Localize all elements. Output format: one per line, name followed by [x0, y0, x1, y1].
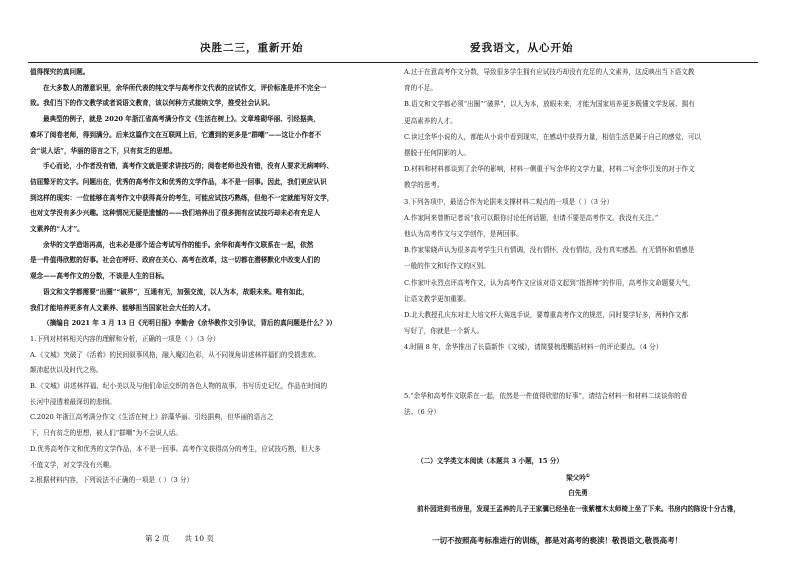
- text-line-right: 育的不足。: [404, 84, 437, 93]
- footer-slogan: 一切不按照高考标准进行的训练，都是对高考的亵渎！敬畏语文,敬畏高考！: [432, 536, 683, 545]
- text-line-left: 不值文学，对文学没有兴趣。: [30, 460, 116, 469]
- text-line-left: 余华的文学造诣再高，也未必是那个适合考试写作的能手。余华和高考作文联系在一起，依然: [43, 240, 314, 249]
- text-line-right: D.材料和材料都谈到了余华的影响，材料一侧重于写余华的文学力量，材料二写余华引发的对于作文: [404, 165, 695, 174]
- text-line-right: 5.“余华和高考作文联系在一起，依然是一件值得欣慰的好事”，请结合材料一和材料二谈谈你的看: [404, 392, 688, 400]
- text-line-left: 手心而论，小作者没有错，高考作文就是要求讲技巧的；阅卷老师也没有错，没有人要求无病呻吟、: [43, 162, 334, 171]
- text-line-left: B.《文城》讲述林祥福、纪小美以及与他们命运交织的各色人物的故事，书写历史记忆，作品在时间的: [30, 382, 328, 390]
- text-line-right: 摆脱于任何阴影的人。: [404, 149, 470, 157]
- footnote-marker: ①: [585, 474, 590, 479]
- text-line-right: B.作家梁晓声认为很多高考学生只有情调，没有情怀，没有情结，没有真实感悉。有无情怀和情感是: [404, 246, 695, 255]
- text-line-right: 法。（6 分）: [404, 408, 440, 417]
- text-line-right: C.作家叶永烈点评高考作文，认为高考作文应该对语文起到“指挥棒”的作用，高考作文命题要大气，: [404, 278, 695, 287]
- text-line-right: A.作家阿来曾断记者说“我可以跟你讨论任何话题，但请不要是高考作文。我没有关注。”: [404, 213, 659, 222]
- text-line-left: 语文和文学都需要“出圈”“破界”，互通有无，加强交流，以人为本，故眼未来。唯有如此，: [43, 287, 309, 296]
- text-line-left: 是一件值得欣慰的好事。社会在呼吁、政府在关心、高考在改革，这一切都在潜移默化中改变人们的: [30, 256, 321, 265]
- text-line-right: 梁父吟①: [566, 474, 590, 483]
- text-line-left: A.《文城》突破了《活着》的民间叙事风格，融入魔幻色彩，从不同视角讲述林祥福们的受损悲欢、: [30, 350, 321, 359]
- text-line-right: C.读过余华小说的人，都能从小说中看到现实，在感动中获得力量，相信生活是属于自己的感觉，可以: [404, 132, 702, 141]
- text-line-right: 一般的作文和好作文的区别。: [404, 262, 490, 271]
- text-line-left: 长河中浸透着最深切的悲悯。: [30, 397, 116, 406]
- text-line-left: 我们才能培养更多有人文素养、能够担当国家社会大任的人才。: [30, 303, 215, 312]
- text-line-right: 教学的思考。: [404, 181, 444, 190]
- text-line-left: 下，只有贫乏的思想，被人们“群嘲”为不会说人话。: [30, 429, 182, 438]
- text-line-right: 写好了，你就是一个新人。: [404, 327, 484, 336]
- text-line-left: （摘编自 2021 年 3 月 13 日《光明日报》李勤舍《余华教作文引争议，背后的真问题是什么？》）: [43, 319, 337, 328]
- header-rule: [28, 62, 758, 63]
- text-line-left: 最典型的例子，就是 2020 年浙江省高考满分作文《生活在树上》。文章堆砌华丽、引经据典，: [43, 115, 320, 124]
- text-line-right: D.北大教授孔庆东对北大培文杯大赛选手说，要尊重高考作文的规范，同时要学好多，两种作文都: [404, 311, 689, 319]
- text-line-left: 观念——高考作文的分数，不该是人生的目标。: [30, 272, 169, 281]
- text-line-left: D.优秀高考作文和优秀的文学作品，本不是一回事。高考作文获得高分的考生，应试技巧熟，但大多: [30, 444, 321, 453]
- text-line-left: C.2020 年浙江高考满分作文《生活在树上》辞藻华丽、引经据典，但华丽的语言之: [30, 413, 274, 422]
- text-line-right: 更高素养的人才。: [404, 116, 457, 125]
- header-left-title: 决胜二三，重新开始: [200, 42, 304, 54]
- page-number: 第 2 页 共 10 页: [145, 534, 214, 543]
- text-line-right: （二）文学类文本阅读（本题共 3 小题，15 分）: [417, 456, 563, 465]
- text-line-left: 会“说人话”，华丽的语言之下，只有贫乏的思想。: [30, 146, 177, 155]
- text-line-right: 3.下列各项中，最适合作为论据来支撑材料二观点的一项是（ ）（3 分）: [404, 197, 614, 206]
- text-line-right: 4.时隔 8 年，余华推出了长篇新作《文城》，请简要梳理概括材料一的评论要点。（4 分）: [404, 343, 663, 352]
- text-line-left: 佶屈聱牙的文字。问题出在，优秀的高考作文和优秀的文学作品，本不是一回事。因此，我们更应认识: [30, 177, 327, 186]
- text-line-right: 白先勇: [568, 489, 588, 498]
- text-line-right: B.语文和文学都必须“出圈”“破界”，以人为本，放眼未来，才能为国家培养更多既懂文学发展、拥有: [404, 100, 695, 109]
- text-line-right: A.过于在意高考作文分数，导致很多学生拥有应试技巧却没有充足的人文素养，这反映出当下语文教: [404, 68, 695, 76]
- text-line-left: 到这样的现实：一位能够在高考作文中获得高分的考生，可能应试技巧熟练，但他不一定就能写好文学，: [30, 193, 334, 202]
- text-line-left: 难坏了阅卷老师，得到满分。后来这篇作文在互联网上后，它遭到的更多是“群嘲”——这让小作者不: [30, 130, 322, 139]
- text-line-right: 他认为高考作文与文学创作，是两回事。: [404, 230, 523, 238]
- text-line-left: 2.根据材料内容，下列说法不正确的一项是（ ）（3 分）: [30, 476, 194, 485]
- text-line-right: 前朴园进到书房里，发现王孟养的儿子王家骥已经坐在一张紫檀木太师椅上坐了下来。书房内的陈设十分古雅，: [417, 505, 741, 514]
- text-line-right: 让语文教学更加重要。: [404, 294, 470, 303]
- header-right-title: 爱我语文，从心开始: [470, 42, 574, 54]
- text-line-left: 文素养的“人才”。: [30, 225, 84, 233]
- text-line-left: 1.下列对材料相关内容的理解和分析，正确的一项是（ ）（3 分）: [30, 334, 220, 343]
- text-line-left: 值得探究的真问题。: [30, 68, 90, 76]
- text-line-left: 颠沛起伏以及时代之殇。: [30, 366, 103, 375]
- text-line-left: 也对文学没有多少兴趣。这种情况无疑是遗憾的——我们培养出了很多拥有应试技巧却未必有充足人: [30, 209, 321, 218]
- text-line-left: 致。我们当下的作文教学或者说语文教育，该以何种方式接纳文学，推受社会认识。: [30, 99, 274, 108]
- text-line-left: 在大多数人的潜意识里，余华所代表的纯文学与高考作文代表的应试作文，评价标准是并不完全一: [43, 83, 327, 92]
